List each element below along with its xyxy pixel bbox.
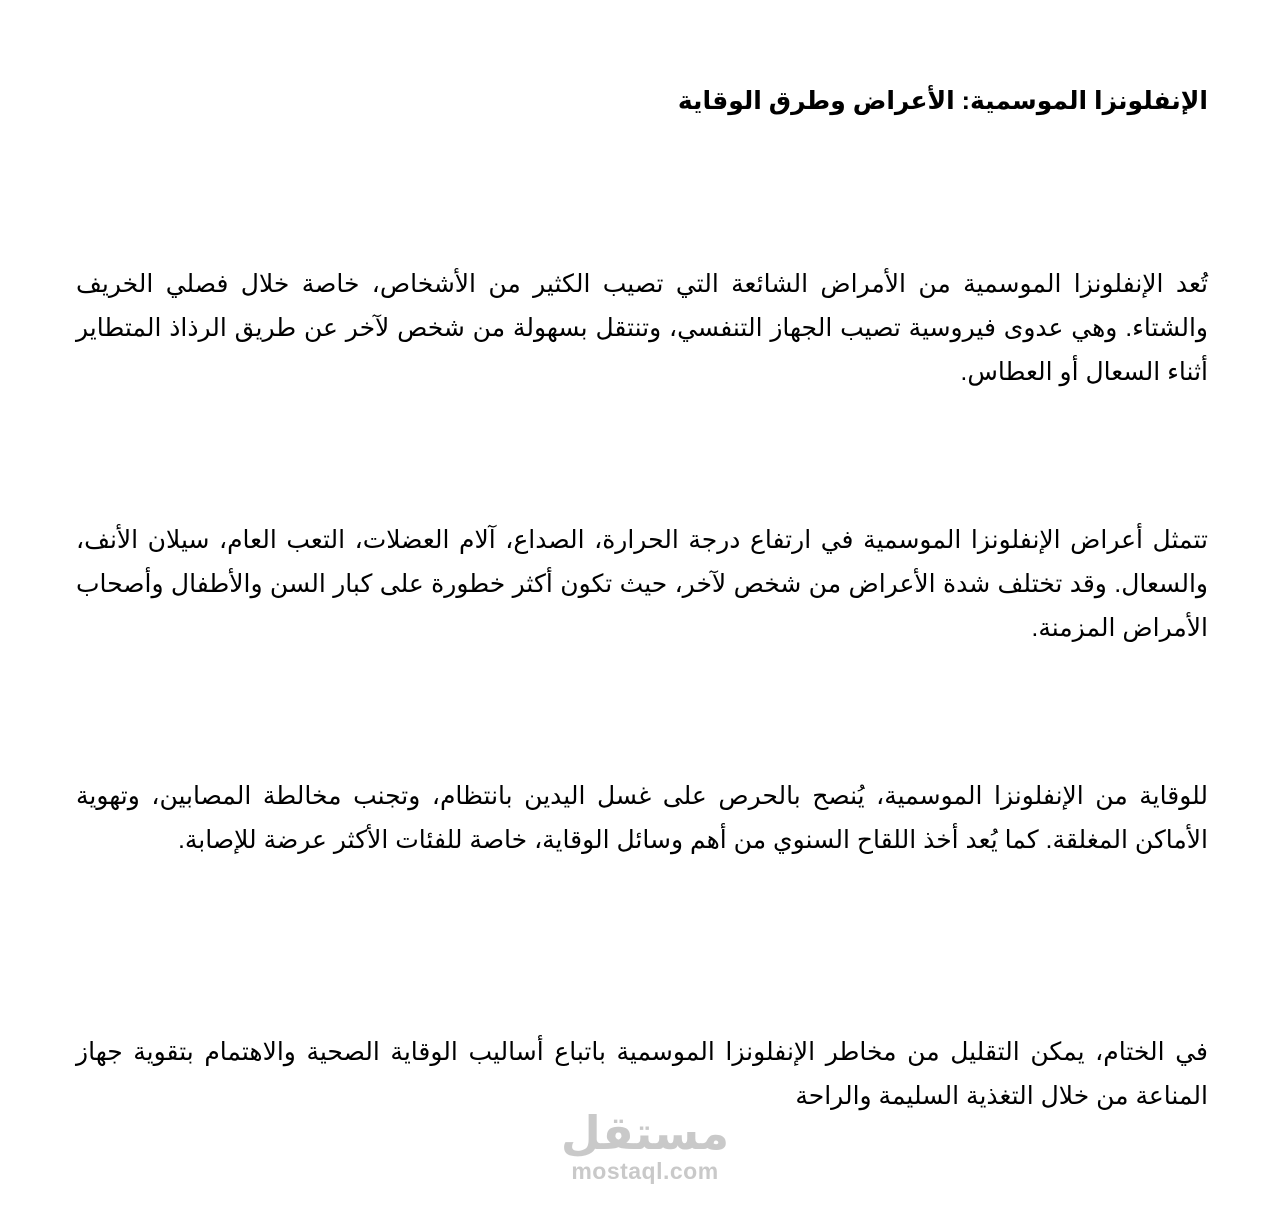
document-title: الإنفلونزا الموسمية: الأعراض وطرق الوقاية — [677, 87, 1208, 115]
mostaql-watermark — [560, 1108, 730, 1184]
watermark-latin-text: mostaql.com — [571, 1158, 719, 1184]
paragraph-intro: تُعد الإنفلونزا الموسمية من الأمراض الشائعة التي تصيب الكثير من الأشخاص، خاصة خلال فصلي الخريف والشتاء. وهي عدوى فيروسية تصيب الجهاز التنفسي، وتنتقل بسهولة من شخص لآخر عن طريق الرذاذ المتطاير أثناء السعال أو العطاس. — [76, 270, 1208, 386]
watermark-arabic-text: مستقل — [560, 1107, 730, 1159]
paragraph-prevention: للوقاية من الإنفلونزا الموسمية، يُنصح بالحرص على غسل اليدين بانتظام، وتجنب مخالطة المصابين، وتهوية الأماكن المغلقة. كما يُعد أخذ اللقاح السنوي من أهم وسائل الوقاية، خاصة للفئات الأكثر عرضة للإصابة. — [76, 782, 1208, 854]
paragraph-conclusion: في الختام، يمكن التقليل من مخاطر الإنفلونزا الموسمية باتباع أساليب الوقاية الصحية والاهتمام بتقوية جهاز المناعة من خلال التغذية السليمة والراحة — [76, 1038, 1208, 1110]
paragraph-symptoms: تتمثل أعراض الإنفلونزا الموسمية في ارتفاع درجة الحرارة، الصداع، آلام العضلات، التعب العام، سيلان الأنف، والسعال. وقد تختلف شدة الأعراض من شخص لآخر، حيث تكون أكثر خطورة على كبار السن والأطفال وأصحاب الأمراض المزمنة. — [76, 526, 1208, 642]
